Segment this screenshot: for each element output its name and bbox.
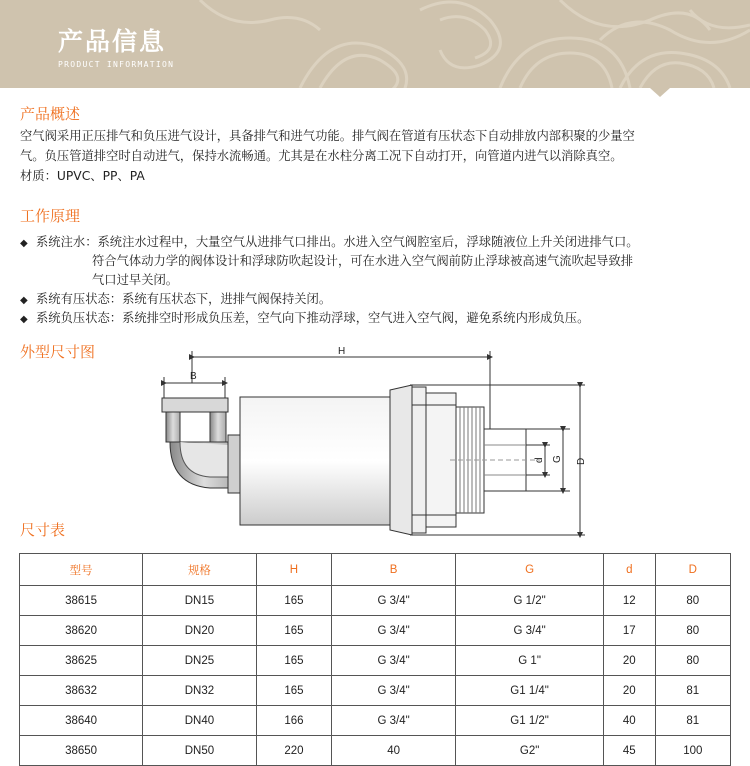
table-cell: 81	[655, 676, 730, 706]
table-cell: G 3/4"	[332, 706, 456, 736]
table-cell: 12	[604, 586, 656, 616]
table-cell: G 3/4"	[332, 586, 456, 616]
table-cell: 38632	[20, 676, 143, 706]
banner-notch	[650, 88, 670, 97]
table-cell: 20	[604, 646, 656, 676]
label-g: G	[552, 455, 563, 463]
table-cell: 165	[256, 646, 331, 676]
table-cell: 100	[655, 736, 730, 766]
table-row	[20, 706, 731, 736]
table-cell: G 3/4"	[332, 676, 456, 706]
principle-item	[20, 308, 589, 330]
table-cell: 80	[655, 616, 730, 646]
header-cell: 型号	[20, 554, 143, 586]
table-row	[20, 646, 731, 676]
table-cell: 38620	[20, 616, 143, 646]
principle-item-text: 系统有压状态：系统有压状态下，进排气阀保持关闭。	[36, 292, 332, 306]
table-cell: 40	[332, 736, 456, 766]
header-cell: G	[456, 554, 604, 586]
table-row	[20, 676, 731, 706]
table-row	[20, 736, 731, 766]
table-cell: 38650	[20, 736, 143, 766]
size-table	[19, 553, 731, 766]
overview-title: 产品概述	[20, 105, 81, 123]
banner-title: 产品信息	[58, 27, 167, 56]
header-cell: D	[655, 554, 730, 586]
label-b: B	[190, 371, 197, 382]
diamond-bullet-icon: ◆	[20, 295, 28, 306]
table-cell: 40	[604, 706, 656, 736]
table-row	[20, 586, 731, 616]
table-cell: 165	[256, 676, 331, 706]
table-cell: DN25	[143, 646, 257, 676]
diamond-bullet-icon: ◆	[20, 238, 28, 249]
table-cell: G 3/4"	[332, 646, 456, 676]
principle-item-text: 系统负压状态：系统排空时形成负压差，空气向下推动浮球，空气进入空气阀，避免系统内形成负压。	[36, 311, 590, 325]
table-cell: 20	[604, 676, 656, 706]
principle-continuation: 气口过早关闭。	[92, 273, 179, 287]
label-d-small: d	[534, 457, 545, 463]
table-cell: 38640	[20, 706, 143, 736]
table-cell: 165	[256, 586, 331, 616]
table-cell: G2"	[456, 736, 604, 766]
table-header-row	[20, 554, 731, 586]
table-cell: G 1"	[456, 646, 604, 676]
overview-line: 空气阀采用正压排气和负压进气设计，具备排气和进气功能。排气阀在管道有压状态下自动排放内部积聚的少量空	[20, 129, 635, 143]
header-cell: d	[604, 554, 656, 586]
table-cell: G1 1/4"	[456, 676, 604, 706]
header-banner	[0, 0, 750, 88]
table-row	[20, 616, 731, 646]
principle-item-text: 系统注水：系统注水过程中，大量空气从进排气口排出。水进入空气阀腔室后，浮球随液位上升关闭进排气口。	[36, 235, 639, 249]
header-cell: B	[332, 554, 456, 586]
valve-dimension-drawing	[150, 345, 600, 540]
table-cell: 38625	[20, 646, 143, 676]
table-cell: DN40	[143, 706, 257, 736]
banner-subtitle: PRODUCT INFORMATION	[58, 60, 175, 69]
table-cell: G 1/2"	[456, 586, 604, 616]
table-cell: 17	[604, 616, 656, 646]
table-cell: DN50	[143, 736, 257, 766]
diamond-bullet-icon: ◆	[20, 314, 28, 325]
table-cell: 80	[655, 586, 730, 616]
drawing-title: 外型尺寸图	[20, 343, 96, 361]
table-cell: G 3/4"	[456, 616, 604, 646]
table-cell: 80	[655, 646, 730, 676]
label-d-large: D	[576, 457, 587, 465]
header-cell: H	[256, 554, 331, 586]
table-cell: 45	[604, 736, 656, 766]
valve-body	[240, 397, 390, 525]
principle-continuation: 符合气体动力学的阀体设计和浮球防吹起设计，可在水进入空气阀前防止浮球被高速气流吹起导致排	[92, 254, 634, 268]
principle-title: 工作原理	[20, 207, 81, 225]
table-cell: G1 1/2"	[456, 706, 604, 736]
overview-line: 气。负压管道排空时自动进气，保持水流畅通。尤其是在水柱分离工况下自动打开，向管道内进气以消除真空。	[20, 149, 623, 163]
table-cell: 38615	[20, 586, 143, 616]
table-cell: 81	[655, 706, 730, 736]
overview-material: 材质：UPVC、PP、PA	[20, 169, 145, 183]
table-cell: 166	[256, 706, 331, 736]
header-cell: 规格	[143, 554, 257, 586]
table-cell: G 3/4"	[332, 616, 456, 646]
table-cell: 220	[256, 736, 331, 766]
table-cell: DN32	[143, 676, 257, 706]
label-h: H	[338, 346, 346, 357]
table-cell: DN20	[143, 616, 257, 646]
table-cell: DN15	[143, 586, 257, 616]
overview-text	[20, 126, 732, 186]
table-cell: 165	[256, 616, 331, 646]
size-table-title: 尺寸表	[20, 521, 66, 539]
